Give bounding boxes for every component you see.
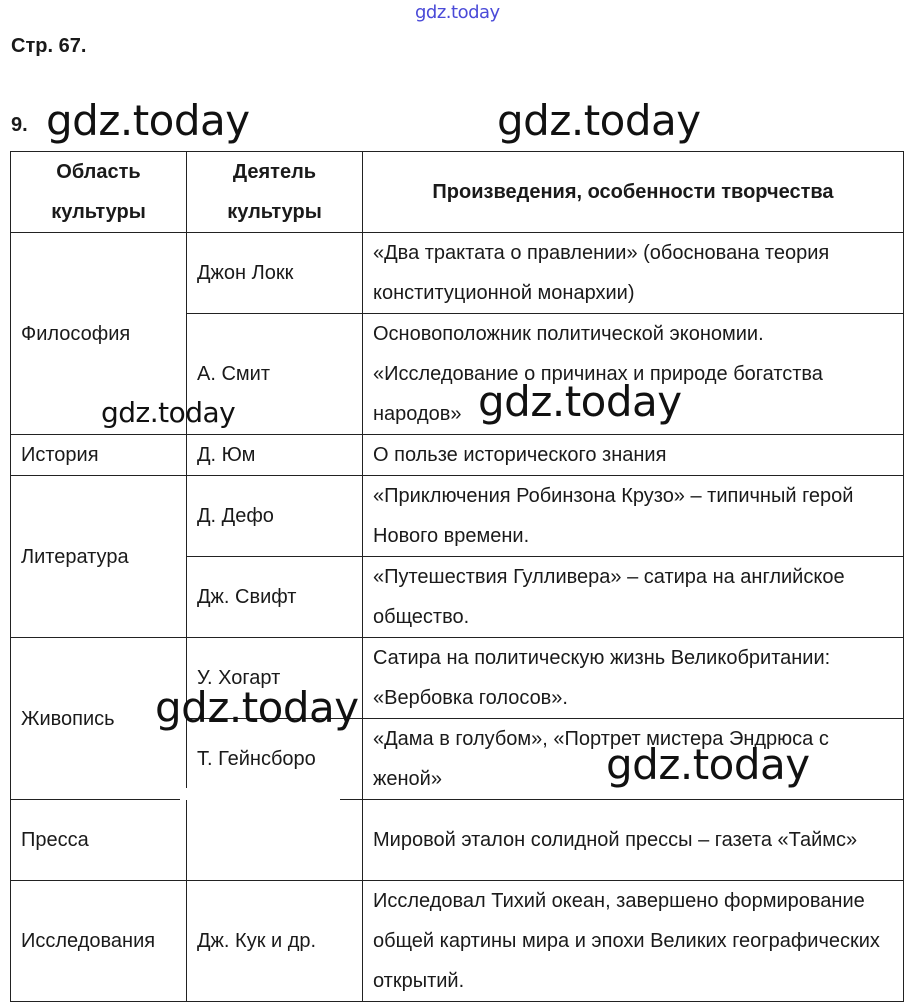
work-cell: О пользе исторического знания <box>363 435 904 476</box>
person-cell: Т. Гейнсборо <box>187 719 363 800</box>
person-cell <box>187 800 363 881</box>
watermark: gdz.today <box>46 96 250 145</box>
person-cell: У. Хогарт <box>187 638 363 719</box>
table-row <box>11 638 904 719</box>
group-painting: Живопись <box>11 638 187 800</box>
work-cell: «Дама в голубом», «Портрет мистера Эндрюса с женой» <box>363 719 904 800</box>
watermark: gdz.today <box>155 683 359 732</box>
table-header-row <box>11 152 904 233</box>
work-cell: «Два трактата о правлении» (обоснована теория конституционной монархии) <box>363 233 904 314</box>
border-gap <box>180 788 340 800</box>
watermark: gdz.today <box>497 96 701 145</box>
work-cell: Основоположник политической экономии. «Исследование о причинах и природе богатства народов» <box>363 314 904 435</box>
group-press: Пресса <box>11 800 187 881</box>
watermark-top: gdz.today <box>415 2 500 23</box>
person-cell: Джон Локк <box>187 233 363 314</box>
table-row <box>11 476 904 557</box>
person-cell: Д. Дефо <box>187 476 363 557</box>
work-cell: Мировой эталон солидной прессы – газета «Таймс» <box>363 800 904 881</box>
table-row <box>11 435 904 476</box>
table-row <box>11 881 904 1002</box>
table-row <box>11 233 904 314</box>
table-row <box>11 800 904 881</box>
person-cell: Д. Юм <box>187 435 363 476</box>
work-cell: «Путешествия Гулливера» – сатира на английское общество. <box>363 557 904 638</box>
group-research: Исследования <box>11 881 187 1002</box>
work-cell: Исследовал Тихий океан, завершено формирование общей картины мира и эпохи Великих географических открытий. <box>363 881 904 1002</box>
person-cell: Дж. Кук и др. <box>187 881 363 1002</box>
group-literature: Литература <box>11 476 187 638</box>
watermark: gdz.today <box>101 396 236 429</box>
group-history: История <box>11 435 187 476</box>
header-person: Деятель культуры <box>187 152 363 233</box>
person-cell: Дж. Свифт <box>187 557 363 638</box>
watermark: gdz.today <box>606 740 810 789</box>
work-cell: «Приключения Робинзона Крузо» – типичный герой Нового времени. <box>363 476 904 557</box>
group-philosophy: Философия <box>11 233 187 435</box>
watermark: gdz.today <box>478 377 682 426</box>
header-works: Произведения, особенности творчества <box>363 152 904 233</box>
culture-table <box>10 151 904 1002</box>
work-cell: Сатира на политическую жизнь Великобритании: «Вербовка голосов». <box>363 638 904 719</box>
page-label: Стр. 67. <box>11 35 87 57</box>
person-cell: А. Смит <box>187 314 363 435</box>
header-area: Область культуры <box>11 152 187 233</box>
task-number: 9. <box>11 114 28 136</box>
